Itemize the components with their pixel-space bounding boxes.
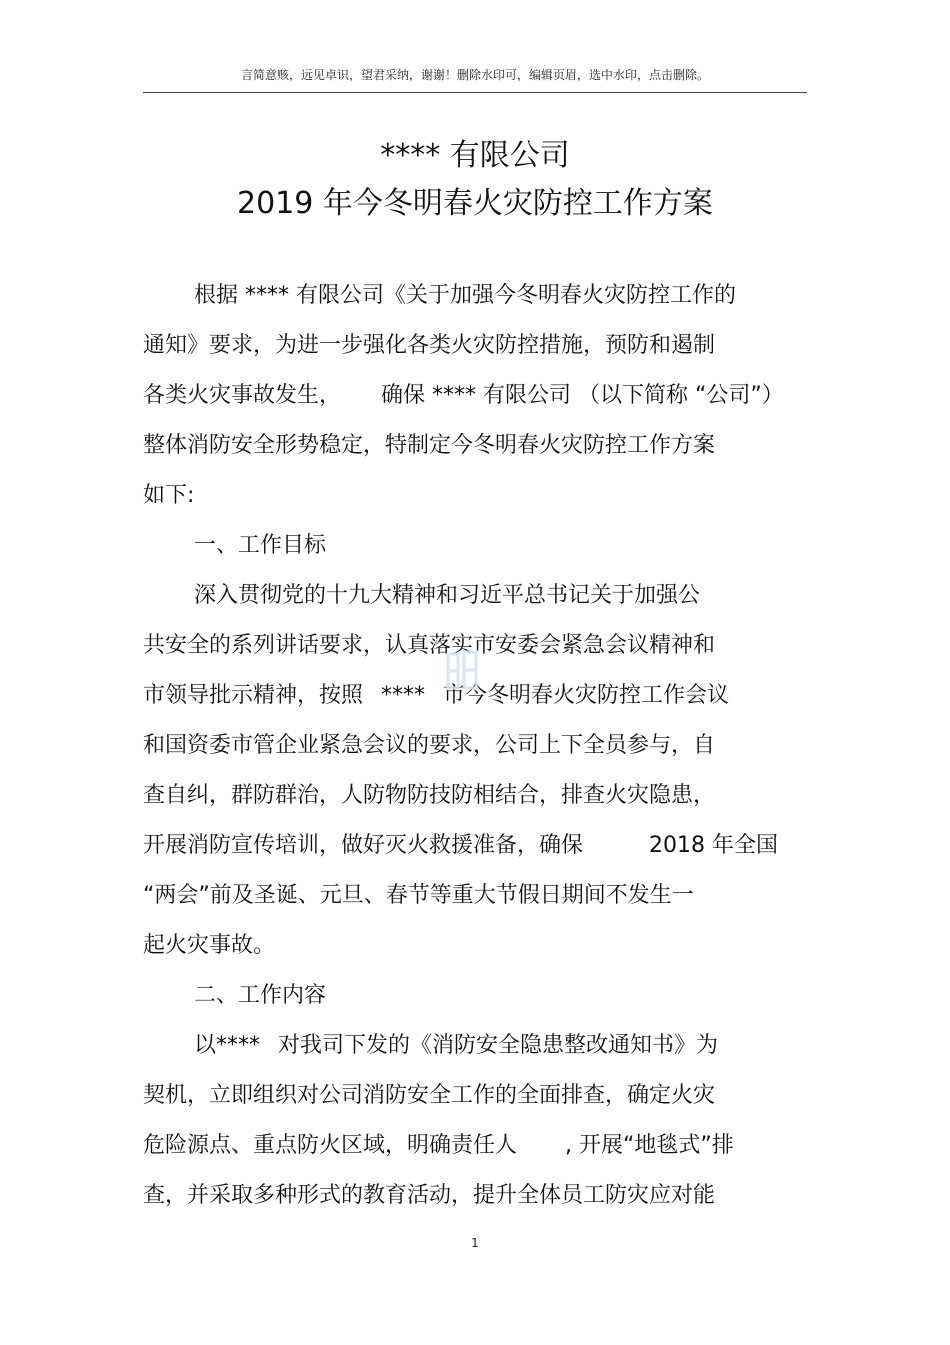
body-line: 和国资委市管企业紧急会议的要求，公司上下全员参与，自: [143, 733, 716, 758]
body-line: [143, 378, 784, 409]
body-text: ****: [216, 1033, 261, 1058]
body-line: [143, 1128, 734, 1159]
body-text: 危险源点、重点防火区域，明确责任人: [143, 1133, 518, 1158]
body-line: 根据 **** 有限公司《关于加强今冬明春火灾防控工作的: [194, 283, 736, 308]
body-text: ****: [381, 683, 426, 708]
watermark-icon: [442, 648, 482, 696]
document-title-company: **** 有限公司: [380, 138, 570, 173]
body-text: 2018 年全国: [649, 833, 778, 858]
body-line: 查自纠，群防群治，人防物防技防相结合，排查火灾隐患，: [143, 783, 716, 808]
body-text: 市今冬明春火灾防控工作会议: [443, 683, 730, 708]
page-number: 1: [471, 1236, 479, 1250]
body-line: [143, 828, 778, 859]
body-line: 整体消防安全形势稳定，特制定今冬明春火灾防控工作方案: [143, 433, 716, 458]
body-line: 查，并采取多种形式的教育活动，提升全体员工防灾应对能: [143, 1183, 716, 1208]
body-line: 通知》要求，为进一步强化各类火灾防控措施，预防和遏制: [143, 333, 716, 358]
document-title-plan: 2019 年今冬明春火灾防控工作方案: [237, 186, 713, 221]
section-heading-goals: 一、工作目标: [194, 533, 327, 558]
body-text: 对我司下发的《消防安全隐患整改通知书》为: [278, 1033, 719, 1058]
body-line: 契机，立即组织对公司消防安全工作的全面排查，确定火灾: [143, 1083, 716, 1108]
body-line: 起火灾事故。: [143, 933, 276, 958]
body-line: [143, 678, 729, 709]
body-text: 市领导批示精神，按照: [143, 683, 364, 708]
section-heading-content: 二、工作内容: [194, 983, 327, 1008]
body-text: , 开展“地毯式”排: [565, 1133, 734, 1158]
body-text: 开展消防宣传培训，做好灭火救援准备，确保: [143, 833, 584, 858]
header-rule: [143, 92, 807, 93]
body-text: 以: [194, 1033, 217, 1058]
body-text: 各类火灾事故发生，: [143, 383, 342, 408]
body-line: “两会”前及圣诞、元旦、春节等重大节假日期间不发生一: [143, 883, 694, 908]
body-line: [194, 1028, 718, 1059]
body-line: 如下:: [143, 483, 195, 508]
body-line: 共安全的系列讲话要求，认真落实市安委会紧急会议精神和: [143, 633, 716, 658]
header-note: 言简意赅，远见卓识，望君采纳，谢谢！删除水印可，编辑页眉，选中水印，点击删除。: [240, 68, 709, 82]
body-text: 确保 **** 有限公司 （以下简称 “公司”）: [381, 383, 784, 408]
body-line: 深入贯彻党的十九大精神和习近平总书记关于加强公: [194, 583, 701, 608]
